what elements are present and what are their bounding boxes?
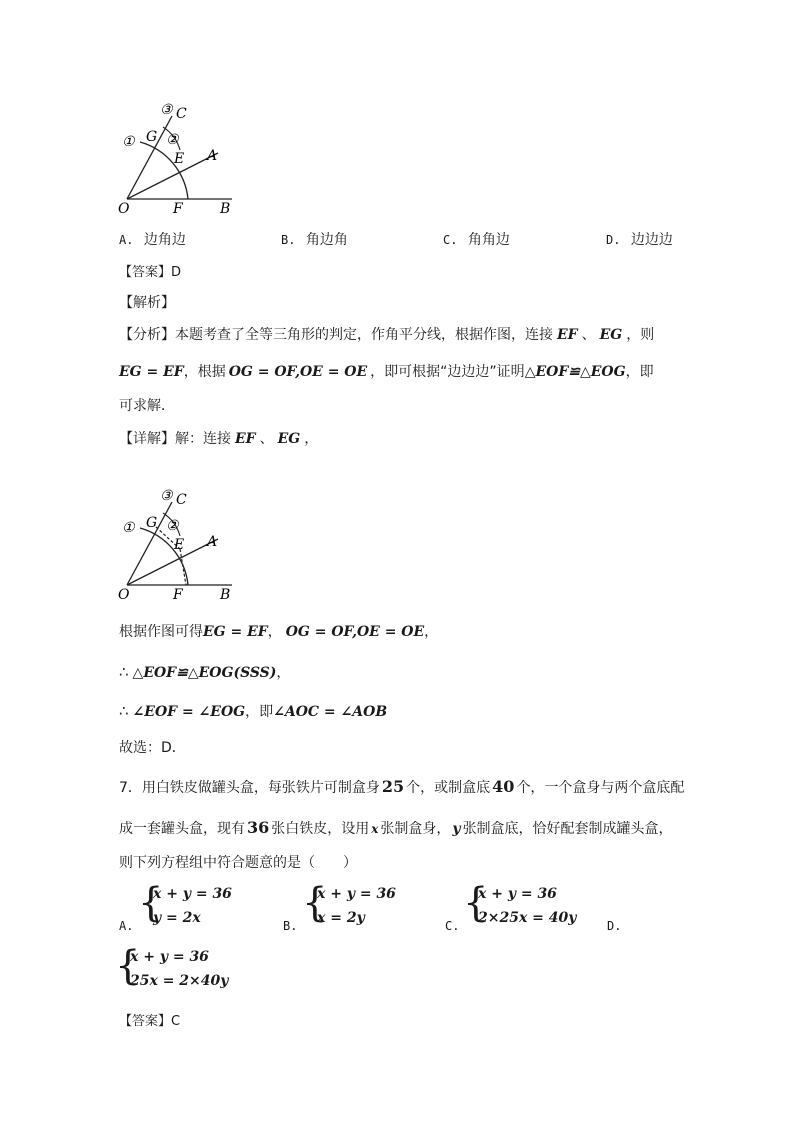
proof-choose: 故选：D．	[119, 740, 186, 756]
q7-text: 张制盒身，	[380, 821, 451, 837]
q7-answer: 【答案】C	[119, 1014, 181, 1029]
option-text: 边角边	[143, 232, 186, 248]
q7-text: 7．用白铁皮做罐头盒，每张铁片可制盒身	[119, 780, 380, 796]
math-eg-eq-ef: EG = EF	[203, 624, 268, 640]
label-circle-2: ②	[166, 518, 179, 534]
system-brace: {	[115, 943, 141, 989]
analysis-text: 【分析】本题考查了全等三角形的判定，作角平分线，根据作图，连接	[119, 327, 553, 343]
label-circle-1: ①	[122, 520, 135, 536]
analysis-heading: 【解析】	[119, 295, 175, 311]
num-40: 40	[492, 777, 515, 796]
q7-text: 个，一个盒身与两个盒底配	[516, 780, 685, 796]
separator: 、	[259, 431, 274, 447]
label-o: O	[118, 201, 130, 217]
math-congruent: △EOF≌△EOG	[524, 364, 626, 380]
proof-text: ，	[276, 665, 291, 681]
math-og-of-oe-oe: OG = OF,OE = OE	[285, 624, 425, 640]
math-og-of-oe-oe: OG = OF,OE = OE	[228, 364, 368, 380]
label-circle-2: ②	[166, 132, 179, 148]
option-letter: C.	[443, 233, 458, 247]
var-x: x	[371, 822, 379, 836]
option-letter: C.	[445, 919, 460, 933]
analysis-line-2	[119, 361, 654, 381]
option-letter: D.	[607, 919, 622, 933]
label-c: C	[176, 492, 187, 508]
system-brace: {	[463, 880, 489, 926]
system-brace: {	[302, 880, 328, 926]
option-text: 边边边	[630, 232, 673, 248]
q7-line-2	[119, 818, 673, 838]
option-letter: A.	[119, 919, 134, 933]
equation-2: 2×25x = 40y	[478, 910, 577, 926]
equation-2: y = 2x	[153, 910, 201, 926]
q6-option-d	[606, 229, 673, 249]
math-ef: EF	[235, 431, 256, 447]
ray-oa	[127, 153, 218, 199]
var-y: y	[452, 821, 461, 837]
option-letter: B.	[281, 233, 296, 247]
equation-2: 25x = 2×40y	[130, 973, 229, 989]
proof-line-2	[119, 662, 290, 682]
equation-1: x + y = 36	[317, 886, 396, 902]
q7-text: 张制盒底，恰好配套制成罐头盒，	[462, 821, 673, 837]
separator: 、	[581, 327, 596, 343]
label-e: E	[174, 537, 185, 553]
analysis-line-3: 可求解．	[119, 398, 175, 414]
proof-text: ，	[267, 624, 282, 640]
label-o: O	[118, 587, 130, 603]
equation-2: x = 2y	[317, 910, 365, 926]
ray-oa	[127, 539, 218, 585]
detail-text: ，	[304, 431, 319, 447]
q6-option-a	[119, 229, 186, 249]
q6-answer: 【答案】D	[119, 265, 182, 280]
analysis-text: ，即	[625, 364, 654, 380]
label-circle-1: ①	[122, 134, 135, 150]
equation-1: x + y = 36	[478, 886, 557, 902]
equation-1: x + y = 36	[130, 949, 209, 965]
analysis-text: ，根据	[183, 364, 226, 380]
analysis-line-1	[119, 324, 654, 344]
math-eg-eq-ef: EG = EF	[119, 364, 184, 380]
detail-line	[119, 428, 318, 448]
q7-text: 张白铁皮，设用	[271, 821, 370, 837]
proof-text: ，	[424, 624, 439, 640]
proof-text: ，即	[245, 704, 274, 720]
math-eg: EG	[277, 431, 301, 447]
q6-option-b	[281, 229, 348, 249]
label-g: G	[146, 129, 158, 145]
math-angle-aoc-aob: ∠AOC = ∠AOB	[273, 704, 388, 720]
label-e: E	[174, 151, 185, 167]
label-f: F	[173, 587, 183, 603]
proof-line-3	[119, 701, 387, 721]
therefore-symbol: ∴	[119, 702, 129, 720]
label-c: C	[176, 106, 187, 122]
label-f: F	[173, 201, 183, 217]
math-ef: EF	[557, 327, 578, 343]
option-letter: A.	[119, 233, 134, 247]
q7-line-3: 则下列方程组中符合题意的是（ ）	[119, 855, 357, 871]
label-a: A	[207, 534, 218, 550]
analysis-text: ，即可根据“边边边”证明	[370, 364, 525, 380]
num-36: 36	[247, 818, 270, 837]
label-circle-3: ③	[160, 488, 173, 504]
option-text: 角边角	[305, 232, 348, 248]
label-b: B	[220, 587, 231, 603]
figure-angle-construction-2	[110, 484, 250, 604]
label-g: G	[146, 515, 158, 531]
equation-1: x + y = 36	[153, 886, 232, 902]
num-25: 25	[381, 777, 405, 796]
label-a: A	[207, 148, 218, 164]
q7-text: 成一套罐头盒，现有	[119, 821, 245, 837]
math-eg: EG	[599, 327, 623, 343]
therefore-symbol: ∴	[119, 663, 129, 681]
option-letter: B.	[283, 919, 298, 933]
system-brace: {	[138, 880, 164, 926]
math-angle-eof-eog: ∠EOF = ∠EOG	[132, 704, 246, 720]
proof-text: 根据作图可得	[119, 624, 203, 640]
q6-option-c	[443, 229, 510, 249]
math-congruent-sss: △EOF≌△EOG(SSS)	[132, 665, 277, 681]
option-letter: D.	[606, 233, 621, 247]
option-text: 角角边	[467, 232, 510, 248]
analysis-text: ，则	[626, 327, 655, 343]
q7-line-1	[119, 777, 684, 797]
figure-angle-construction-1	[110, 98, 250, 218]
label-circle-3: ③	[160, 102, 173, 118]
proof-line-1	[119, 621, 438, 641]
q7-text: 个，或制盒底	[406, 780, 491, 796]
detail-text: 【详解】解：连接	[119, 431, 231, 447]
label-b: B	[220, 201, 231, 217]
